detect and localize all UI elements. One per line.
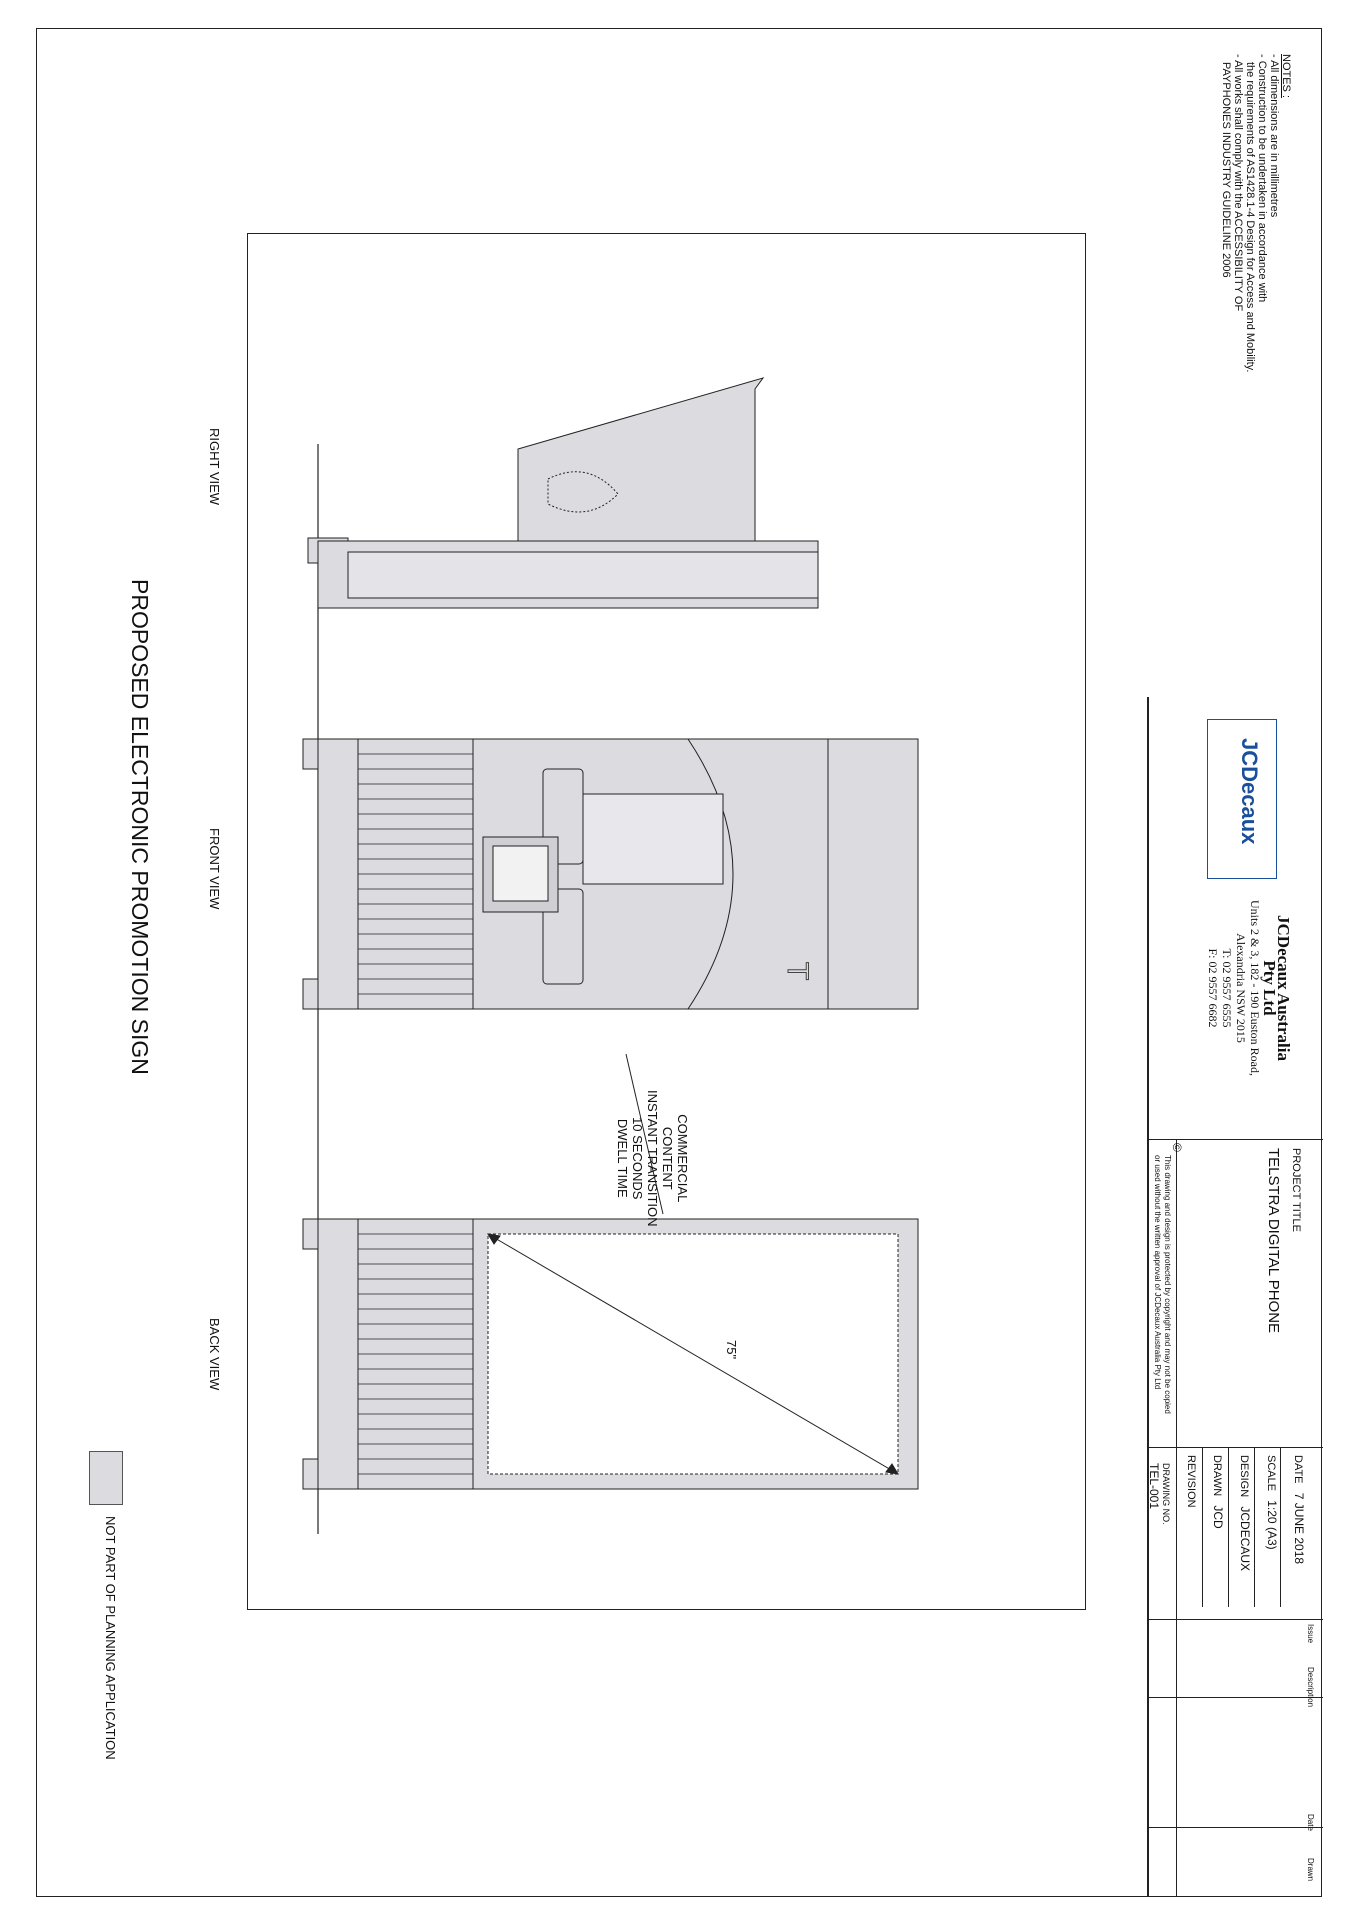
copyright-text (1152, 1155, 1172, 1414)
notes-line: the requirements of AS1428.1-4 Design for Access and Mobility. (1244, 62, 1256, 373)
rev-header-drawn: Drawn (1306, 1858, 1315, 1882)
phone: T: 02 9557 6555 (1220, 948, 1234, 1028)
diagonal-dimension: 75" (724, 1340, 739, 1360)
company-name: JCDecaux Australia (1274, 915, 1293, 1061)
notes-line: - All works shall comply with the ACCESSIBILITY OF (1232, 54, 1244, 312)
front-view-label: FRONT VIEW (207, 828, 222, 910)
title-block-fields (1178, 1455, 1312, 1571)
callout-line: DWELL TIME (615, 1118, 630, 1198)
svg-text:T: T (781, 962, 814, 981)
elevation-drawing (248, 234, 1085, 1609)
design-value: JCDECAUX (1238, 1506, 1252, 1572)
callout-line: INSTANT TRANSITION (645, 1090, 660, 1227)
notes-heading: NOTES : (1280, 54, 1292, 99)
elevation-views-frame (247, 233, 1086, 1610)
notes-block (1220, 54, 1292, 372)
drawn-value: JCD (1211, 1505, 1225, 1529)
callout-line: 10 SECONDS (630, 1117, 645, 1200)
drawing-no-block (1148, 1463, 1172, 1525)
back-view-label: BACK VIEW (207, 1318, 222, 1391)
main-title: PROPOSED ELECTRONIC PROMOTION SIGN (127, 579, 153, 1075)
drawn-label: DRAWN (1211, 1455, 1223, 1497)
copyright-icon: © (1170, 1143, 1184, 1152)
revision-label: REVISION (1185, 1455, 1197, 1508)
notes-line: - All dimensions are in millimetres (1268, 54, 1280, 218)
copyright-line: This drawing and design is protected by copyright and may not be copied (1163, 1155, 1172, 1414)
notes-line: PAYPHONES INDUSTRY GUIDELINE 2006 (1220, 62, 1232, 278)
design-label: DESIGN (1238, 1455, 1250, 1498)
front-view-kiosk (303, 739, 918, 1009)
callout-line: CONTENT (660, 1126, 675, 1190)
rev-header-date: Date (1306, 1814, 1315, 1831)
copyright-line: or used without the written approval of JCDecaux Australia Pty Ltd (1153, 1155, 1162, 1390)
legend-swatch (89, 1451, 123, 1505)
fax: F: 02 9557 6682 (1206, 948, 1220, 1028)
drawing-no-label: DRAWING NO. (1161, 1463, 1171, 1525)
date-value: 7 JUNE 2018 (1292, 1492, 1306, 1565)
right-view-label: RIGHT VIEW (207, 428, 222, 506)
drawing-no-value: TEL-001 (1147, 1463, 1161, 1510)
address-line: Units 2 & 3, 182 - 190 Euston Road, (1248, 900, 1262, 1076)
rev-header-description: Description (1306, 1667, 1315, 1708)
address-line: Alexandria NSW 2015 (1234, 933, 1248, 1043)
back-view-kiosk (303, 1054, 918, 1489)
logo-text: JCDecaux (1237, 738, 1262, 845)
callout-line: COMMERCIAL (675, 1114, 690, 1203)
rev-header-issue: Issue (1306, 1624, 1315, 1644)
callout-text (615, 1090, 690, 1227)
project-title: TELSTRA DIGITAL PHONE (1265, 1148, 1282, 1334)
scale-value: 1:20 (A3) (1265, 1500, 1279, 1550)
company-name-2: Pty Ltd (1260, 960, 1279, 1016)
legend-label: NOT PART OF PLANNING APPLICATION (103, 1516, 118, 1760)
notes-line: - Construction to be undertaken in accordance with (1256, 54, 1268, 303)
company-info (1206, 900, 1293, 1076)
right-view-kiosk (308, 378, 818, 608)
date-label: DATE (1292, 1455, 1304, 1484)
project-label: PROJECT TITLE (1290, 1148, 1302, 1232)
scale-label: SCALE (1265, 1455, 1277, 1492)
